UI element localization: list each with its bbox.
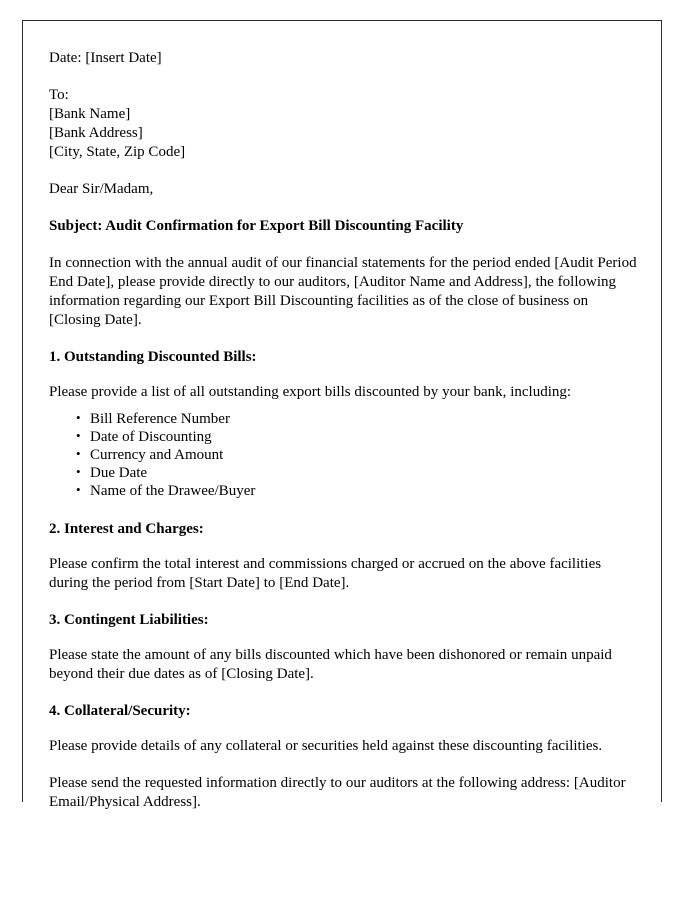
list-item: • Due Date	[49, 464, 639, 482]
section-heading-1: 1. Outstanding Discounted Bills:	[49, 349, 257, 365]
document-page	[22, 20, 662, 810]
section-body-2: Please confirm the total interest and commissions charged or accrued on the above facilities during the period from [Start Date] to [End Date].	[49, 556, 602, 591]
closing-paragraph: Please send the requested information directly to our auditors at the following address: [Auditor Email/Physical Address].	[49, 775, 626, 810]
recipient-address-block	[49, 86, 639, 162]
section-heading-2: 2. Interest and Charges:	[49, 521, 204, 537]
recipient-bank-name: [Bank Name]	[49, 106, 131, 122]
date-line: Date: [Insert Date]	[49, 50, 162, 66]
recipient-to-label: To:	[49, 87, 69, 103]
list-item: • Bill Reference Number	[49, 410, 639, 428]
list-item: • Name of the Drawee/Buyer	[49, 482, 639, 500]
salutation: Dear Sir/Madam,	[49, 181, 154, 197]
subject-line: Subject: Audit Confirmation for Export Bill Discounting Facility	[49, 218, 464, 234]
document-body	[49, 49, 639, 830]
section-body-3: Please state the amount of any bills discounted which have been dishonored or remain unpaid beyond their due dates as of [Closing Date].	[49, 647, 612, 682]
recipient-bank-address: [Bank Address]	[49, 125, 143, 141]
list-item: • Date of Discounting	[49, 428, 639, 446]
spacer	[49, 402, 639, 410]
section-body-4: Please provide details of any collateral or securities held against these discounting facilities.	[49, 738, 603, 754]
outstanding-bills-list	[49, 410, 639, 500]
section-heading-3: 3. Contingent Liabilities:	[49, 612, 209, 628]
section-body-1: Please provide a list of all outstanding export bills discounted by your bank, including:	[49, 384, 572, 400]
intro-paragraph: In connection with the annual audit of our financial statements for the period ended [Audit Period End Date], please provide directly to our auditors, [Auditor Name and Address], the following information regarding our Export Bill Discounting facilities as of the close of business on [Closing Date].	[49, 255, 637, 328]
section-heading-4: 4. Collateral/Security:	[49, 703, 191, 719]
list-item: • Currency and Amount	[49, 446, 639, 464]
recipient-city-state-zip: [City, State, Zip Code]	[49, 144, 186, 160]
